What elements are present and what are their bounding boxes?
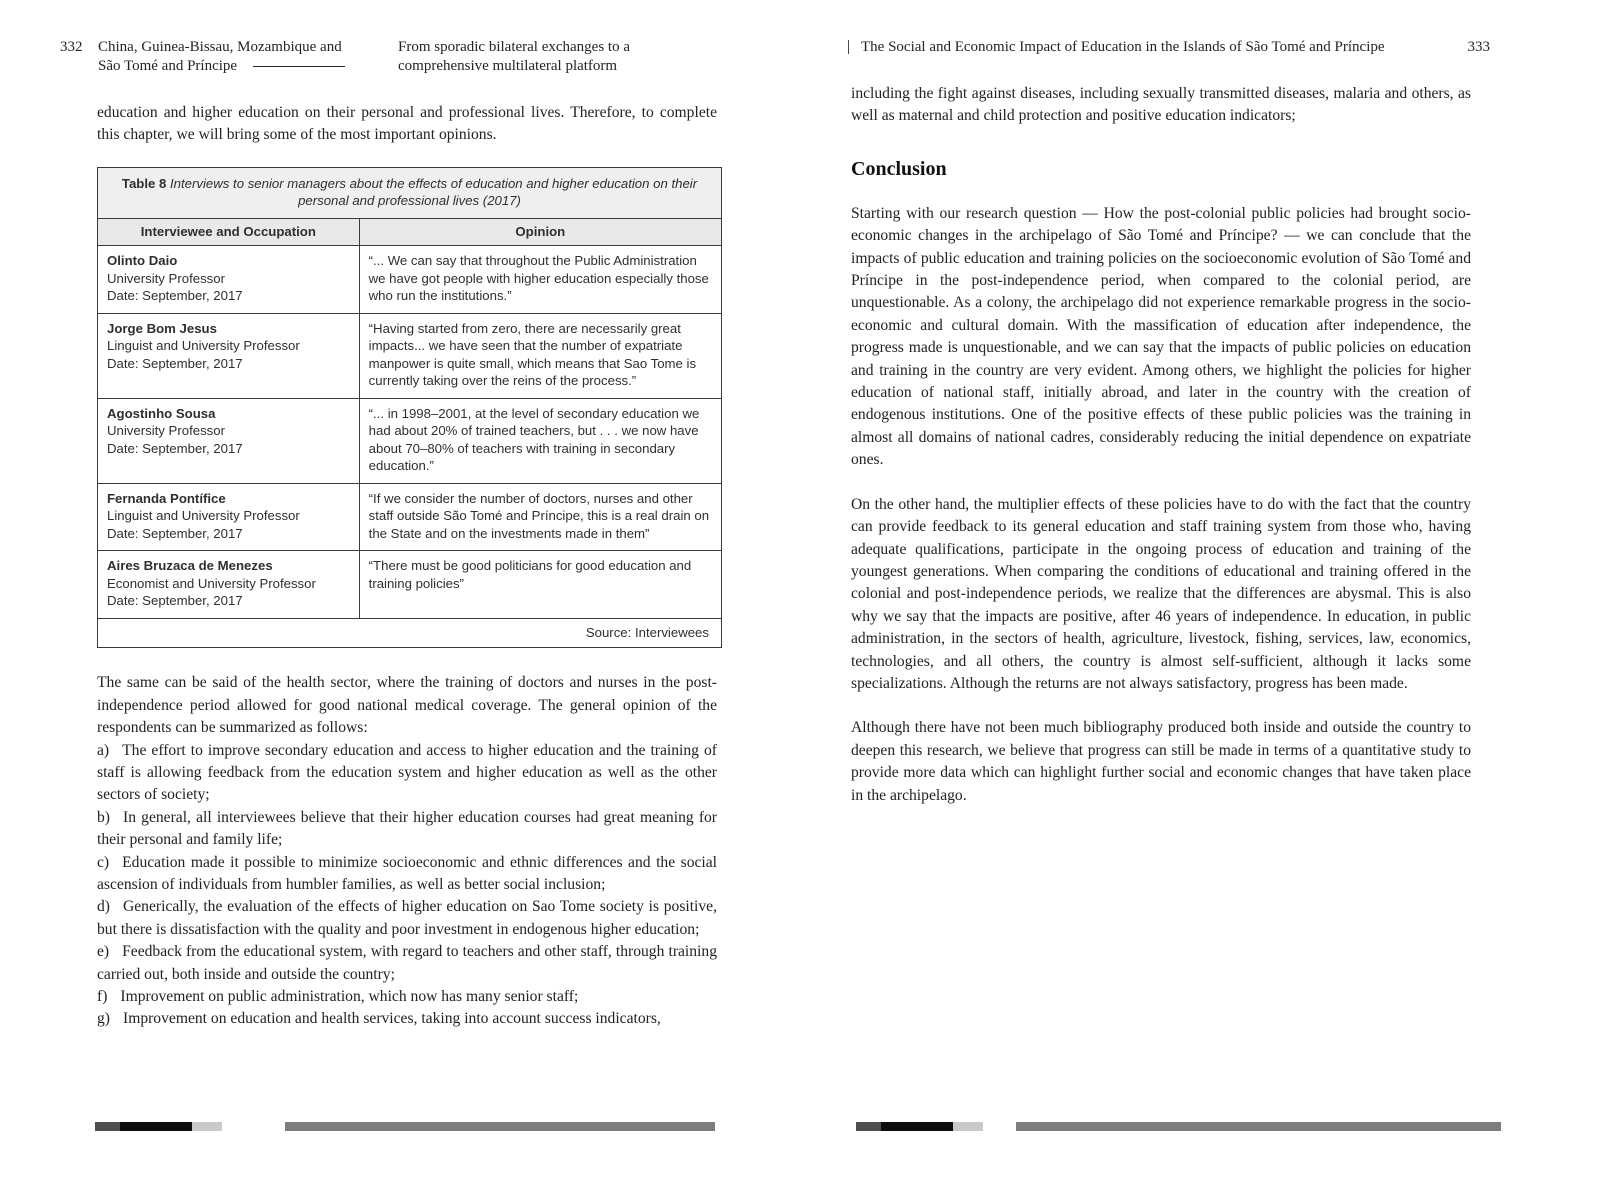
right-page: [848, 38, 1490, 807]
interviewee-cell: [98, 314, 360, 398]
opinion-cell: “If we consider the number of doctors, nurses and other staff outside São Tomé and Príncipe, this is a real drain on the State and on the investments made in them”: [368, 490, 710, 541]
list-item-label: a): [97, 741, 110, 759]
table-caption-text: Interviews to senior managers about the effects of education and higher education on their personal and professional lives (2017): [170, 175, 698, 209]
bar-segment-black: [881, 1122, 953, 1131]
bar-segment-dark: [856, 1122, 881, 1131]
bar-segment-dark: [95, 1122, 120, 1131]
interviewee-cell: [98, 246, 360, 313]
interview-date: Date: September, 2017: [107, 288, 243, 304]
conclusion-heading: Conclusion: [851, 157, 947, 180]
table-caption-label: Table 8: [121, 175, 167, 191]
list-item: [97, 1008, 717, 1030]
table-row: [98, 484, 721, 552]
running-head-line: China, Guinea-Bissau, Mozambique and: [98, 39, 342, 55]
interviewee-occupation: Linguist and University Professor: [107, 508, 300, 524]
interview-date: Date: September, 2017: [107, 440, 243, 456]
list-item-text: Generically, the evaluation of the effects of higher education on Sao Tome society is positive, but there is dissatisfaction with the quality and poor investment in endogenous higher education;: [97, 898, 717, 938]
list-item-label: f): [97, 988, 108, 1005]
list-item-text: Feedback from the educational system, with regard to teachers and other staff, through training carried out, both inside and outside the country;: [97, 943, 717, 983]
running-head-line: From sporadic bilateral exchanges to a: [398, 39, 631, 55]
list-item: [97, 807, 717, 852]
running-head-line: comprehensive multilateral platform: [398, 58, 618, 74]
right-running-head: [848, 38, 1490, 57]
carryover-paragraph: including the fight against diseases, including sexually transmitted diseases, malaria and others, as well as maternal and child protection and positive education indicators;: [851, 85, 1471, 125]
running-head-line: São Tomé and Príncipe: [98, 57, 398, 76]
conclusion-paragraph: On the other hand, the multiplier effects of these policies have to do with the fact that the country can provide feedback to its general education and staff training system from those who, having adequate qualifications, participate in the ongoing process of education and training of the youngest generations. When comparing the conditions of educational and training offered in the colonial and post-independence periods, we realize that the differences are abysmal. This is also why we say that the impacts are positive, after 46 years of independence. In education, in public administration, in the sectors of health, agriculture, livestock, fishing, services, law, economics, technologies, and all others, the country is almost self-sufficient, although it lacks some specializations. Although the returns are not always satisfactory, progress has been made.: [851, 495, 1471, 692]
list-item-text: Improvement on education and health services, taking into account success indicators,: [123, 1010, 661, 1028]
interviewee-name: Agostinho Sousa: [107, 405, 216, 421]
list-item-label: b): [97, 808, 110, 826]
interviewee-occupation: Economist and University Professor: [107, 575, 316, 591]
interview-date: Date: September, 2017: [107, 355, 243, 371]
footer-bar-right: [1016, 1122, 1501, 1131]
list-item: [97, 986, 717, 1008]
interviews-table: [97, 167, 722, 649]
interviewee-occupation: Linguist and University Professor: [107, 338, 300, 354]
left-running-head: [60, 38, 722, 76]
interviewee-name: Fernanda Pontífice: [107, 490, 226, 506]
interviewee-cell: [98, 551, 360, 618]
list-item-text: Improvement on public administration, which now has many senior staff;: [120, 988, 579, 1005]
bar-segment-light: [953, 1122, 983, 1131]
opinion-cell: “There must be good politicians for good education and training policies”: [368, 558, 692, 591]
footer-progress-bar-segmented-right: [856, 1122, 983, 1131]
table-header-row: [98, 219, 721, 247]
table-caption: [98, 168, 721, 219]
opinion-cell: “... in 1998–2001, at the level of secondary education we had about 20% of trained teachers, but . . . we now have about 70–80% of teachers with training in secondary education.”: [368, 405, 700, 474]
interviewee-name: Jorge Bom Jesus: [107, 320, 217, 336]
interviewee-occupation: University Professor: [107, 270, 225, 286]
opinion-cell: “... We can say that throughout the Public Administration we have got people with higher education especially those who run the institutions.”: [368, 253, 709, 304]
list-item-label: e): [97, 943, 110, 961]
left-running-head-title: [98, 38, 398, 76]
list-item-label: d): [97, 898, 110, 916]
list-item: [97, 852, 717, 897]
interviewee-name: Aires Bruzaca de Menezes: [107, 558, 273, 574]
running-head-rule: [253, 66, 345, 67]
table-col-header-opinion: Opinion: [515, 223, 566, 239]
left-running-head-chapter: [398, 38, 722, 76]
conclusion-paragraph: Although there have not been much bibliography produced both inside and outside the country to deepen this research, we believe that progress can still be made in terms of a quantitative study to provide more data which can highlight further social and economic changes that have taken place in the archipelago.: [851, 719, 1471, 804]
list-item: [97, 740, 717, 807]
running-head-pipe-rule: [848, 40, 849, 54]
table-row: [98, 399, 721, 484]
opinion-cell: “Having started from zero, there are necessarily great impacts... we have seen that the number of expatriate manpower is quite small, which means that Sao Tome is currently taking over the reins of the process.”: [368, 320, 697, 389]
list-item-text: Education made it possible to minimize socioeconomic and ethnic differences and the social ascension of individuals from humbler families, as well as better social inclusion;: [97, 853, 717, 893]
interview-date: Date: September, 2017: [107, 525, 243, 541]
list-item-label: c): [97, 853, 110, 871]
table-row: [98, 314, 721, 399]
table-row: [98, 551, 721, 619]
table-col-header-interviewee: Interviewee and Occupation: [98, 219, 360, 246]
health-sector-paragraph: The same can be said of the health sector, where the training of doctors and nurses in the post-independence period allowed for good national medical coverage. The general opinion of the respondents can be summarized as follows:: [97, 674, 717, 737]
interviewee-name: Olinto Daio: [107, 253, 178, 269]
right-page-number: 333: [1467, 39, 1490, 55]
list-item: [97, 896, 717, 941]
list-item-text: In general, all interviewees believe that their higher education courses had great meaning for their personal and family life;: [97, 808, 717, 849]
table-row: [98, 246, 721, 314]
list-item-label: g): [97, 1010, 110, 1028]
footer-progress-bar-segmented-left: [95, 1122, 222, 1131]
list-item-text: The effort to improve secondary education and access to higher education and the training of staff is allowing feedback from the education system and higher education as well as the other sectors of society;: [97, 741, 717, 804]
left-page-number: 332: [60, 39, 83, 55]
right-running-head-title: The Social and Economic Impact of Education in the Islands of São Tomé and Príncipe: [861, 39, 1385, 55]
interviewee-occupation: University Professor: [107, 423, 225, 439]
interviewee-cell: [98, 399, 360, 483]
bar-segment-light: [192, 1122, 222, 1131]
left-page: [60, 38, 722, 1031]
conclusion-paragraph: Starting with our research question — How the post-colonial public policies had brought socio-economic changes in the archipelago of São Tomé and Príncipe? — we can conclude that the impacts of public education and training policies on the socioeconomic evolution of São Tomé and Príncipe in the post-independence period, when compared to the colonial period, are unquestionable. As a colony, the archipelago did not experience remarkable progress in the socio-economic and cultural domain. With the massification of education after independence, the progress made is unquestionable, and we can say that the impacts of public policies on education and training in the country are very evident. Among others, we highlight the policies for higher education of national staff, initially abroad, and later in the country with the creation of endogenous institutions. One of the positive effects of these public policies was the training in almost all domains of national cadres, considerably reducing the initial dependence on expatriate ones.: [851, 204, 1471, 469]
footer-bar-left: [285, 1122, 715, 1131]
interviewee-cell: [98, 484, 360, 551]
bar-segment-black: [120, 1122, 192, 1131]
table-source-note: Source: Interviewees: [585, 624, 709, 640]
interview-date: Date: September, 2017: [107, 593, 243, 609]
list-item: [97, 941, 717, 986]
intro-paragraph: education and higher education on their personal and professional lives. Therefore, to complete this chapter, we will bring some of the most important opinions.: [97, 104, 717, 144]
